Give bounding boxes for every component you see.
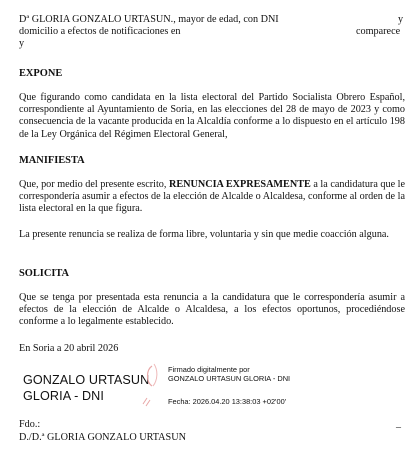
manifiesta-text-bold: RENUNCIA EXPRESAMENTE <box>168 179 311 190</box>
manifiesta-paragraph-2: La presente renuncia se realiza de forma libre, voluntaria y sin que medie coacción alguna. <box>19 229 389 240</box>
signature-seal-icon <box>138 360 168 410</box>
signature-name-line-1: GONZALO URTASUN <box>23 373 150 387</box>
solicita-heading: SOLICITA <box>19 268 70 279</box>
manifiesta-text-before: Que, por medio del presente escrito, <box>19 179 169 190</box>
expone-heading: EXPONE <box>19 68 63 79</box>
intro-line-3: y <box>19 38 25 49</box>
manifiesta-heading: MANIFIESTA <box>19 155 85 166</box>
intro-line-1-end: y <box>398 14 404 25</box>
solicita-paragraph: Que se tenga por presentada esta renuncia a la candidatura que le correspondería asumir a efectos de la elección de Alcalde o Alcaldesa, a los efectos oportunos, procediéndose conforme a lo legalmente establecido. <box>19 292 405 328</box>
footer-dash: _ <box>396 418 401 429</box>
expone-paragraph: Que figurando como candidata en la lista electoral del Partido Socialista Obrero Español, correspondiente al Ayuntamiento de Soria, en las elecciones del 28 de mayo de 2023 y como consecuencia de la vacante producida en la Alcaldía conforme a lo dispuesto en el artículo 198 de la Ley Orgánica del Régimen Electoral General, <box>19 92 405 140</box>
signature-name-line-2: GLORIA - DNI <box>23 389 104 403</box>
manifiesta-text-after: a la candidatura que le correspondería asumir a efectos de la elección de Alcalde o Alcaldesa, conforme al orden de la lista electoral en la que figura. <box>19 179 406 215</box>
manifiesta-paragraph <box>19 179 405 216</box>
signature-detail-line-2: GONZALO URTASUN GLORIA - DNI <box>168 374 291 383</box>
fdo-label: Fdo.: <box>19 419 41 430</box>
signature-date-line: Fecha: 2026.04.20 13:38:03 +02'00' <box>168 397 287 406</box>
signature-detail-line-1: Firmado digitalmente por <box>168 365 250 374</box>
place-date: En Soria a 20 abril 2026 <box>19 343 119 354</box>
intro-line-2-end: comparece <box>356 26 401 37</box>
intro-line-2: domicilio a efectos de notificaciones en <box>19 26 181 37</box>
intro-line-1: Dª GLORIA GONZALO URTASUN., mayor de edad, con DNI <box>19 14 279 25</box>
signer-name: D./D.ª GLORIA GONZALO URTASUN <box>19 432 186 443</box>
